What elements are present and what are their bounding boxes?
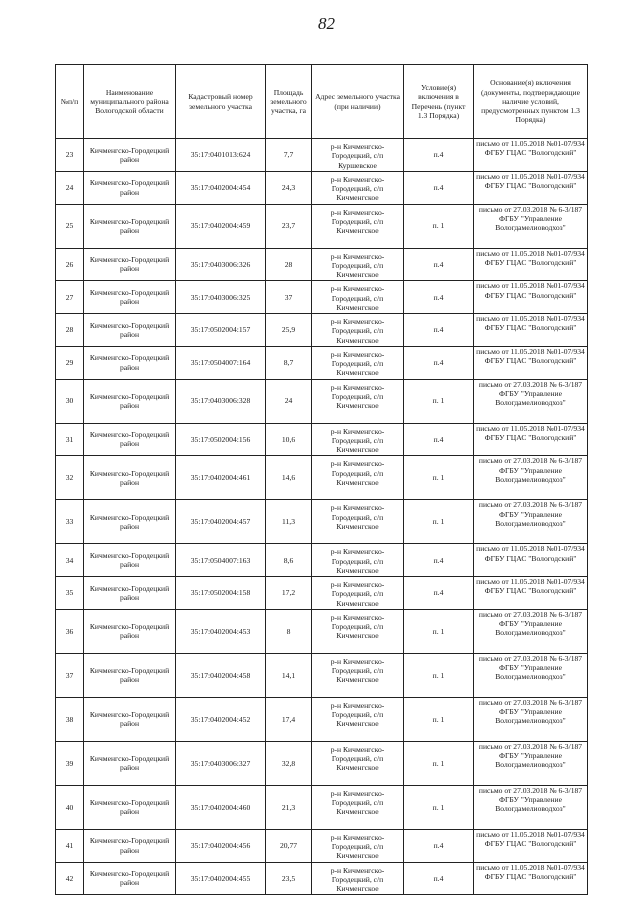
district-cell: Кичменгско-Городецкий район (84, 653, 176, 697)
table-header-row (56, 65, 588, 139)
area-cell: 17,2 (266, 577, 312, 610)
district-cell: Кичменгско-Городецкий район (84, 248, 176, 281)
basis-cell: письмо от 11.05.2018 №01-07/934 ФГБУ ГЦАС "Вологодский" (474, 577, 588, 610)
address-cell: р-н Кичменгско-Городецкий, с/п Кичменгское (312, 456, 404, 500)
row-number: 25 (56, 204, 84, 248)
cadastre-number-cell: 35:17:0402004:461 (176, 456, 266, 500)
address-cell: р-н Кичменгско-Городецкий, с/п Кичменгское (312, 862, 404, 895)
row-number: 26 (56, 248, 84, 281)
cadastre-number-cell: 35:17:0402004:456 (176, 829, 266, 862)
district-cell: Кичменгско-Городецкий район (84, 171, 176, 204)
area-cell: 17,4 (266, 697, 312, 741)
area-cell: 24,3 (266, 171, 312, 204)
table-row (56, 697, 588, 741)
condition-cell: п.4 (404, 346, 474, 379)
condition-cell: п.4 (404, 544, 474, 577)
table-row (56, 577, 588, 610)
header-area: Площадь земельного участка, га (266, 65, 312, 139)
address-cell: р-н Кичменгско-Городецкий, с/п Кичменгское (312, 314, 404, 347)
basis-cell: письмо от 27.03.2018 № 6-3/187 ФГБУ "Управление Вологдамелиоводхоз" (474, 653, 588, 697)
condition-cell: п.4 (404, 139, 474, 172)
table-row (56, 281, 588, 314)
row-number: 29 (56, 346, 84, 379)
cadastre-number-cell: 35:17:0402004:457 (176, 500, 266, 544)
condition-cell: п.4 (404, 248, 474, 281)
condition-cell: п.4 (404, 829, 474, 862)
area-cell: 32,8 (266, 741, 312, 785)
district-cell: Кичменгско-Городецкий район (84, 500, 176, 544)
row-number: 36 (56, 609, 84, 653)
cadastre-number-cell: 35:17:0403006:326 (176, 248, 266, 281)
table-row (56, 204, 588, 248)
address-cell: р-н Кичменгско-Городецкий, с/п Кичменгское (312, 741, 404, 785)
basis-cell: письмо от 11.05.2018 №01-07/934 ФГБУ ГЦАС "Вологодский" (474, 829, 588, 862)
cadastre-number-cell: 35:17:0402004:458 (176, 653, 266, 697)
table-row (56, 653, 588, 697)
page-number: 82 (318, 14, 335, 33)
cadastre-number-cell: 35:17:0403006:325 (176, 281, 266, 314)
area-cell: 7,7 (266, 139, 312, 172)
row-number: 32 (56, 456, 84, 500)
table-row (56, 139, 588, 172)
area-cell: 11,3 (266, 500, 312, 544)
basis-cell: письмо от 11.05.2018 №01-07/934 ФГБУ ГЦАС "Вологодский" (474, 423, 588, 456)
basis-cell: письмо от 11.05.2018 №01-07/934 ФГБУ ГЦАС "Вологодский" (474, 281, 588, 314)
cadastre-number-cell: 35:17:0402004:455 (176, 862, 266, 895)
area-cell: 21,3 (266, 785, 312, 829)
area-cell: 23,7 (266, 204, 312, 248)
cadastre-number-cell: 35:17:0502004:157 (176, 314, 266, 347)
area-cell: 8,7 (266, 346, 312, 379)
cadastre-number-cell: 35:17:0502004:158 (176, 577, 266, 610)
basis-cell: письмо от 27.03.2018 № 6-3/187 ФГБУ "Управление Вологдамелиоводхоз" (474, 456, 588, 500)
basis-cell: письмо от 27.03.2018 № 6-3/187 ФГБУ "Управление Вологдамелиоводхоз" (474, 609, 588, 653)
cadastre-number-cell: 35:17:0401013:624 (176, 139, 266, 172)
district-cell: Кичменгско-Городецкий район (84, 697, 176, 741)
row-number: 42 (56, 862, 84, 895)
table-row (56, 785, 588, 829)
cadastre-number-cell: 35:17:0402004:454 (176, 171, 266, 204)
header-condition: Условие(я) включения в Перечень (пункт 1.3 Порядка) (404, 65, 474, 139)
basis-cell: письмо от 11.05.2018 №01-07/934 ФГБУ ГЦАС "Вологодский" (474, 346, 588, 379)
district-cell: Кичменгско-Городецкий район (84, 544, 176, 577)
header-number: №п/п (56, 65, 84, 139)
condition-cell: п.4 (404, 171, 474, 204)
area-cell: 14,1 (266, 653, 312, 697)
table-row (56, 544, 588, 577)
row-number: 24 (56, 171, 84, 204)
district-cell: Кичменгско-Городецкий район (84, 346, 176, 379)
address-cell: р-н Кичменгско-Городецкий, с/п Кичменгское (312, 544, 404, 577)
address-cell: р-н Кичменгско-Городецкий, с/п Кичменгское (312, 785, 404, 829)
basis-cell: письмо от 11.05.2018 №01-07/934 ФГБУ ГЦАС "Вологодский" (474, 248, 588, 281)
row-number: 40 (56, 785, 84, 829)
condition-cell: п. 1 (404, 500, 474, 544)
table-row (56, 609, 588, 653)
basis-cell: письмо от 27.03.2018 № 6-3/187 ФГБУ "Управление Вологдамелиоводхоз" (474, 204, 588, 248)
address-cell: р-н Кичменгско-Городецкий, с/п Кичменгское (312, 829, 404, 862)
district-cell: Кичменгско-Городецкий район (84, 785, 176, 829)
cadastre-number-cell: 35:17:0403006:327 (176, 741, 266, 785)
header-address: Адрес земельного участка (при наличии) (312, 65, 404, 139)
cadastre-number-cell: 35:17:0402004:459 (176, 204, 266, 248)
row-number: 34 (56, 544, 84, 577)
area-cell: 8,6 (266, 544, 312, 577)
row-number: 37 (56, 653, 84, 697)
table-row (56, 248, 588, 281)
district-cell: Кичменгско-Городецкий район (84, 829, 176, 862)
address-cell: р-н Кичменгско-Городецкий, с/п Кичменгское (312, 379, 404, 423)
cadastre-number-cell: 35:17:0502004:156 (176, 423, 266, 456)
area-cell: 37 (266, 281, 312, 314)
district-cell: Кичменгско-Городецкий район (84, 139, 176, 172)
area-cell: 10,6 (266, 423, 312, 456)
table-row (56, 346, 588, 379)
row-number: 31 (56, 423, 84, 456)
condition-cell: п.4 (404, 577, 474, 610)
area-cell: 14,6 (266, 456, 312, 500)
district-cell: Кичменгско-Городецкий район (84, 862, 176, 895)
table-row (56, 423, 588, 456)
row-number: 33 (56, 500, 84, 544)
condition-cell: п.4 (404, 314, 474, 347)
address-cell: р-н Кичменгско-Городецкий, с/п Куршевское (312, 139, 404, 172)
address-cell: р-н Кичменгско-Городецкий, с/п Кичменгское (312, 697, 404, 741)
row-number: 41 (56, 829, 84, 862)
address-cell: р-н Кичменгско-Городецкий, с/п Кичменгское (312, 204, 404, 248)
row-number: 35 (56, 577, 84, 610)
district-cell: Кичменгско-Городецкий район (84, 314, 176, 347)
cadastre-number-cell: 35:17:0504007:164 (176, 346, 266, 379)
table-row (56, 500, 588, 544)
row-number: 39 (56, 741, 84, 785)
row-number: 23 (56, 139, 84, 172)
district-cell: Кичменгско-Городецкий район (84, 423, 176, 456)
address-cell: р-н Кичменгско-Городецкий, с/п Кичменгское (312, 577, 404, 610)
condition-cell: п. 1 (404, 609, 474, 653)
basis-cell: письмо от 27.03.2018 № 6-3/187 ФГБУ "Управление Вологдамелиоводхоз" (474, 379, 588, 423)
cadastre-number-cell: 35:17:0403006:328 (176, 379, 266, 423)
header-basis: Основание(я) включения (документы, подтверждающие наличие условий, предусмотренных пунктом 1.3 Порядка) (474, 65, 588, 139)
address-cell: р-н Кичменгско-Городецкий, с/п Кичменгское (312, 653, 404, 697)
basis-cell: письмо от 11.05.2018 №01-07/934 ФГБУ ГЦАС "Вологодский" (474, 314, 588, 347)
address-cell: р-н Кичменгско-Городецкий, с/п Кичменгское (312, 248, 404, 281)
land-plots-table (55, 64, 588, 895)
address-cell: р-н Кичменгско-Городецкий, с/п Кичменгское (312, 609, 404, 653)
basis-cell: письмо от 11.05.2018 №01-07/934 ФГБУ ГЦАС "Вологодский" (474, 139, 588, 172)
area-cell: 23,5 (266, 862, 312, 895)
condition-cell: п.4 (404, 862, 474, 895)
header-district: Наименование муниципального района Вологодской области (84, 65, 176, 139)
basis-cell: письмо от 11.05.2018 №01-07/934 ФГБУ ГЦАС "Вологодский" (474, 862, 588, 895)
condition-cell: п. 1 (404, 697, 474, 741)
district-cell: Кичменгско-Городецкий район (84, 204, 176, 248)
condition-cell: п. 1 (404, 456, 474, 500)
district-cell: Кичменгско-Городецкий район (84, 609, 176, 653)
basis-cell: письмо от 27.03.2018 № 6-3/187 ФГБУ "Управление Вологдамелиоводхоз" (474, 741, 588, 785)
table-row (56, 862, 588, 895)
table-row (56, 741, 588, 785)
district-cell: Кичменгско-Городецкий район (84, 379, 176, 423)
row-number: 28 (56, 314, 84, 347)
condition-cell: п.4 (404, 281, 474, 314)
condition-cell: п. 1 (404, 379, 474, 423)
cadastre-number-cell: 35:17:0402004:452 (176, 697, 266, 741)
district-cell: Кичменгско-Городецкий район (84, 577, 176, 610)
table-row (56, 379, 588, 423)
basis-cell: письмо от 11.05.2018 №01-07/934 ФГБУ ГЦАС "Вологодский" (474, 171, 588, 204)
area-cell: 8 (266, 609, 312, 653)
district-cell: Кичменгско-Городецкий район (84, 281, 176, 314)
area-cell: 20,77 (266, 829, 312, 862)
cadastre-number-cell: 35:17:0402004:453 (176, 609, 266, 653)
area-cell: 24 (266, 379, 312, 423)
basis-cell: письмо от 27.03.2018 № 6-3/187 ФГБУ "Управление Вологдамелиоводхоз" (474, 500, 588, 544)
area-cell: 28 (266, 248, 312, 281)
cadastre-number-cell: 35:17:0402004:460 (176, 785, 266, 829)
header-cadastre: Кадастровый номер земельного участка (176, 65, 266, 139)
table-row (56, 314, 588, 347)
address-cell: р-н Кичменгско-Городецкий, с/п Кичменгское (312, 171, 404, 204)
row-number: 30 (56, 379, 84, 423)
address-cell: р-н Кичменгско-Городецкий, с/п Кичменгское (312, 346, 404, 379)
district-cell: Кичменгско-Городецкий район (84, 456, 176, 500)
cadastre-number-cell: 35:17:0504007:163 (176, 544, 266, 577)
row-number: 38 (56, 697, 84, 741)
condition-cell: п. 1 (404, 204, 474, 248)
table-row (56, 456, 588, 500)
condition-cell: п. 1 (404, 741, 474, 785)
address-cell: р-н Кичменгско-Городецкий, с/п Кичменгское (312, 281, 404, 314)
condition-cell: п. 1 (404, 785, 474, 829)
district-cell: Кичменгско-Городецкий район (84, 741, 176, 785)
area-cell: 25,9 (266, 314, 312, 347)
basis-cell: письмо от 27.03.2018 № 6-3/187 ФГБУ "Управление Вологдамелиоводхоз" (474, 697, 588, 741)
table-row (56, 829, 588, 862)
condition-cell: п.4 (404, 423, 474, 456)
condition-cell: п. 1 (404, 653, 474, 697)
table-row (56, 171, 588, 204)
basis-cell: письмо от 11.05.2018 №01-07/934 ФГБУ ГЦАС "Вологодский" (474, 544, 588, 577)
address-cell: р-н Кичменгско-Городецкий, с/п Кичменгское (312, 423, 404, 456)
basis-cell: письмо от 27.03.2018 № 6-3/187 ФГБУ "Управление Вологдамелиоводхоз" (474, 785, 588, 829)
row-number: 27 (56, 281, 84, 314)
address-cell: р-н Кичменгско-Городецкий, с/п Кичменгское (312, 500, 404, 544)
